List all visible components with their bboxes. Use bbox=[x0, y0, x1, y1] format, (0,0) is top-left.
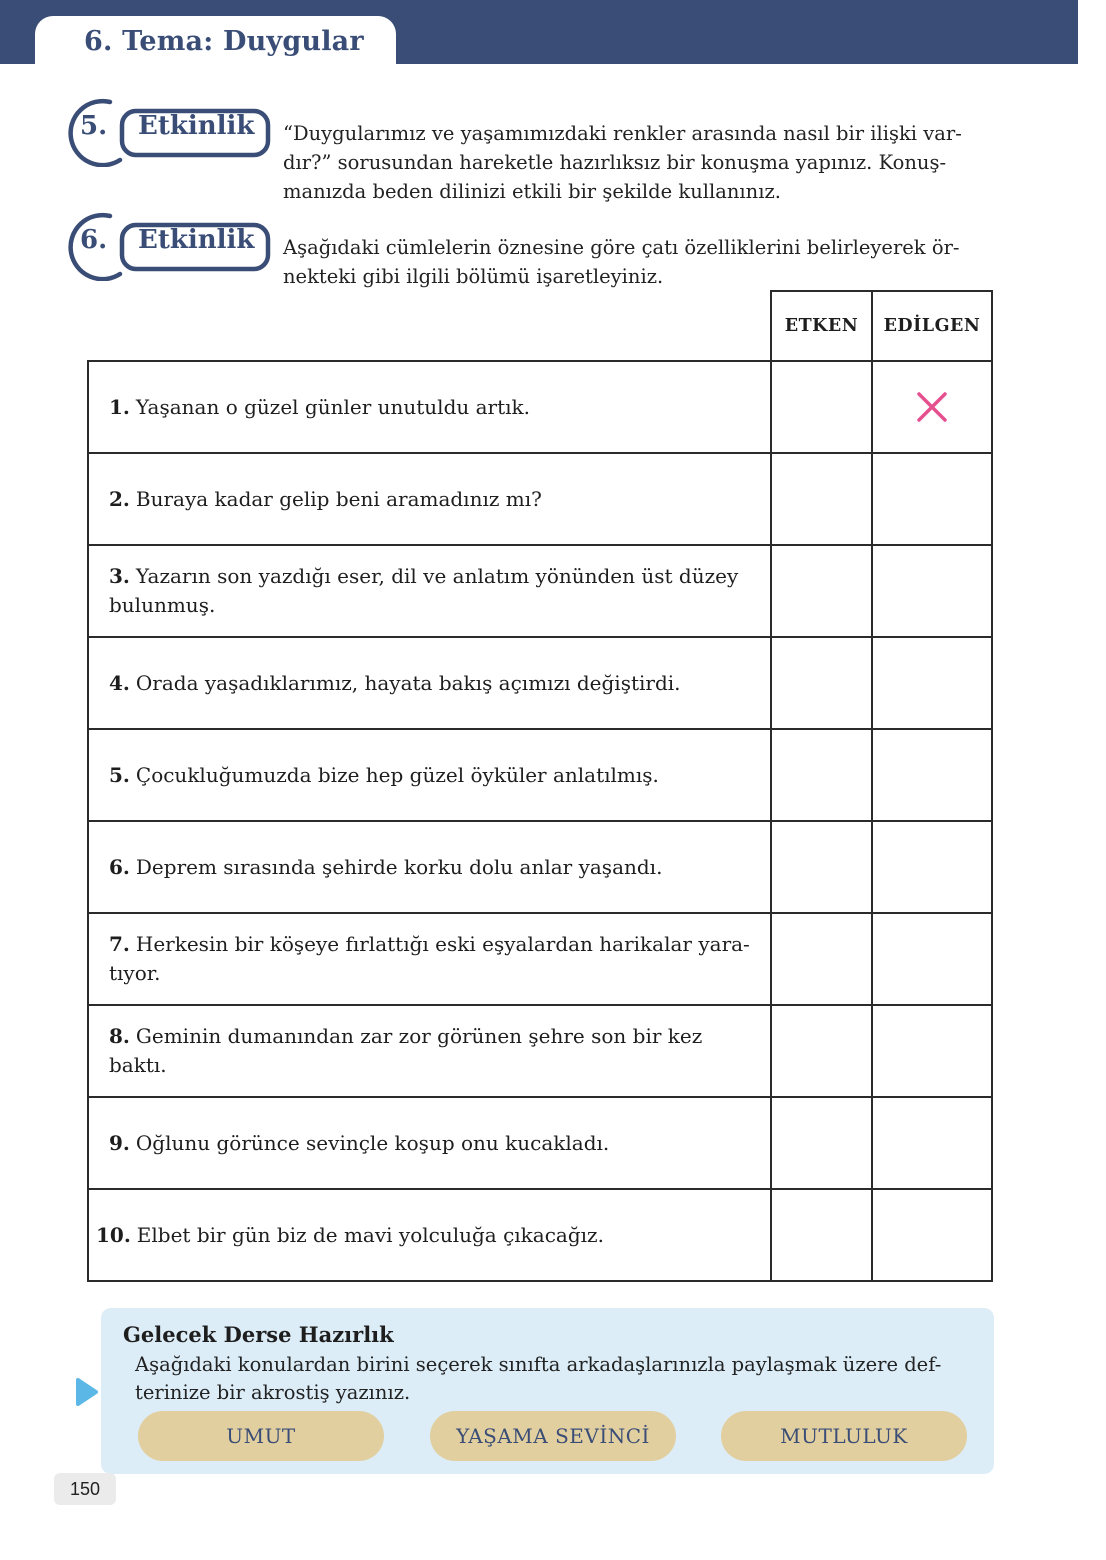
edilgen-checkbox-cell[interactable] bbox=[873, 822, 991, 912]
sentence-number: 10. bbox=[96, 1222, 131, 1247]
etken-checkbox-cell[interactable] bbox=[772, 454, 873, 544]
activity-number: 5. bbox=[80, 111, 108, 141]
activity-6-badge bbox=[58, 211, 278, 281]
text-line: terinize bir akrostiş yazınız. bbox=[135, 1381, 411, 1404]
cross-mark-icon bbox=[915, 390, 949, 424]
table-row bbox=[89, 1190, 991, 1280]
sentence-text: Yazarın son yazdığı eser, dil ve anlatım yönünden üst düzey bulunmuş. bbox=[109, 564, 739, 617]
edilgen-checkbox-cell[interactable] bbox=[873, 1006, 991, 1096]
next-lesson-title: Gelecek Derse Hazırlık bbox=[123, 1322, 394, 1347]
sentence-number: 5. bbox=[109, 762, 130, 787]
sentence-cell bbox=[89, 730, 772, 820]
sentence-number: 4. bbox=[109, 670, 130, 695]
text-line: Aşağıdaki konulardan birini seçerek sınıfta arkadaşlarınızla paylaşmak üzere def- bbox=[135, 1353, 942, 1376]
sentence-cell bbox=[89, 454, 772, 544]
sentence-number: 8. bbox=[109, 1024, 130, 1048]
voice-table bbox=[87, 360, 993, 1282]
sentence-number: 6. bbox=[109, 854, 130, 879]
sentence-text: Çocukluğumuzda bize hep güzel öyküler anlatılmış. bbox=[135, 762, 659, 787]
edilgen-checkbox-cell[interactable] bbox=[873, 1098, 991, 1188]
table-row bbox=[89, 822, 991, 914]
edilgen-checkbox-cell[interactable] bbox=[873, 638, 991, 728]
topic-pill-umut: UMUT bbox=[138, 1411, 384, 1461]
activity-5-badge bbox=[58, 97, 278, 167]
table-header bbox=[770, 290, 993, 362]
sentence-text: Elbet bir gün biz de mavi yolculuğa çıkacağız. bbox=[136, 1222, 604, 1247]
etken-checkbox-cell[interactable] bbox=[772, 362, 873, 452]
text-line: “Duygularımız ve yaşamımızdaki renkler arasında nasıl bir ilişki var- bbox=[283, 122, 962, 145]
edilgen-checkbox-cell[interactable] bbox=[873, 914, 991, 1004]
sentence-cell bbox=[89, 546, 772, 636]
sentence-number: 9. bbox=[109, 1130, 130, 1155]
etken-checkbox-cell[interactable] bbox=[772, 546, 873, 636]
sentence-cell bbox=[89, 914, 772, 1004]
topic-pill-yasama-sevinci: YAŞAMA SEVİNCİ bbox=[430, 1411, 676, 1461]
edilgen-checkbox-cell[interactable] bbox=[873, 1190, 991, 1280]
sentence-text: Oğlunu görünce sevinçle koşup onu kucakladı. bbox=[135, 1130, 610, 1155]
table-row bbox=[89, 546, 991, 638]
sentence-text: Herkesin bir köşeye fırlattığı eski eşyalardan harikalar yara-tıyor. bbox=[109, 932, 750, 985]
table-row bbox=[89, 914, 991, 1006]
sentence-text: Buraya kadar gelip beni aramadınız mı? bbox=[135, 486, 542, 511]
edilgen-checkbox-cell[interactable] bbox=[873, 730, 991, 820]
text-line: dır?” sorusundan hareketle hazırlıksız bir konuşma yapınız. Konuş- bbox=[283, 151, 947, 174]
right-margin bbox=[1078, 0, 1106, 1560]
sentence-cell bbox=[89, 1098, 772, 1188]
table-row bbox=[89, 362, 991, 454]
sentence-text: Yaşanan o güzel günler unutuldu artık. bbox=[135, 394, 531, 419]
sentence-text: Orada yaşadıklarımız, hayata bakış açımızı değiştirdi. bbox=[135, 670, 681, 695]
etken-checkbox-cell[interactable] bbox=[772, 1098, 873, 1188]
sentence-text: Deprem sırasında şehirde korku dolu anlar yaşandı. bbox=[135, 854, 663, 879]
activity-label: Etkinlik bbox=[138, 111, 255, 141]
edilgen-checkbox-cell[interactable] bbox=[873, 362, 991, 452]
etken-checkbox-cell[interactable] bbox=[772, 1190, 873, 1280]
edilgen-checkbox-cell[interactable] bbox=[873, 546, 991, 636]
page-title: 6. Tema: Duygular bbox=[84, 26, 364, 57]
topic-pill-mutluluk: MUTLULUK bbox=[721, 1411, 967, 1461]
table-row bbox=[89, 730, 991, 822]
sentence-cell bbox=[89, 638, 772, 728]
etken-checkbox-cell[interactable] bbox=[772, 914, 873, 1004]
sentence-cell bbox=[89, 1006, 772, 1096]
sentence-number: 1. bbox=[109, 394, 130, 419]
activity-6-instructions bbox=[283, 233, 983, 291]
activity-5-instructions bbox=[283, 119, 983, 206]
page-number: 150 bbox=[54, 1473, 116, 1505]
table-row bbox=[89, 1006, 991, 1098]
etken-checkbox-cell[interactable] bbox=[772, 1006, 873, 1096]
table-row bbox=[89, 1098, 991, 1190]
etken-checkbox-cell[interactable] bbox=[772, 730, 873, 820]
play-arrow-icon bbox=[74, 1378, 100, 1410]
activity-number: 6. bbox=[80, 225, 108, 255]
column-header-edilgen: EDİLGEN bbox=[883, 316, 981, 336]
text-line: manızda beden dilinizi etkili bir şekilde kullanınız. bbox=[283, 180, 781, 203]
sentence-number: 2. bbox=[109, 486, 130, 511]
sentence-number: 7. bbox=[109, 932, 130, 956]
sentence-cell bbox=[89, 362, 772, 452]
etken-checkbox-cell[interactable] bbox=[772, 638, 873, 728]
etken-checkbox-cell[interactable] bbox=[772, 822, 873, 912]
edilgen-checkbox-cell[interactable] bbox=[873, 454, 991, 544]
sentence-text: Geminin dumanından zar zor görünen şehre son bir kez baktı. bbox=[109, 1024, 703, 1077]
table-row bbox=[89, 638, 991, 730]
sentence-cell bbox=[89, 1190, 772, 1280]
table-row bbox=[89, 454, 991, 546]
text-line: nekteki gibi ilgili bölümü işaretleyiniz. bbox=[283, 265, 664, 288]
sentence-cell bbox=[89, 822, 772, 912]
text-line: Aşağıdaki cümlelerin öznesine göre çatı özelliklerini belirleyerek ör- bbox=[283, 236, 960, 259]
activity-label: Etkinlik bbox=[138, 225, 255, 255]
sentence-number: 3. bbox=[109, 564, 130, 588]
next-lesson-instructions bbox=[135, 1351, 975, 1407]
column-header-etken: ETKEN bbox=[772, 292, 873, 360]
